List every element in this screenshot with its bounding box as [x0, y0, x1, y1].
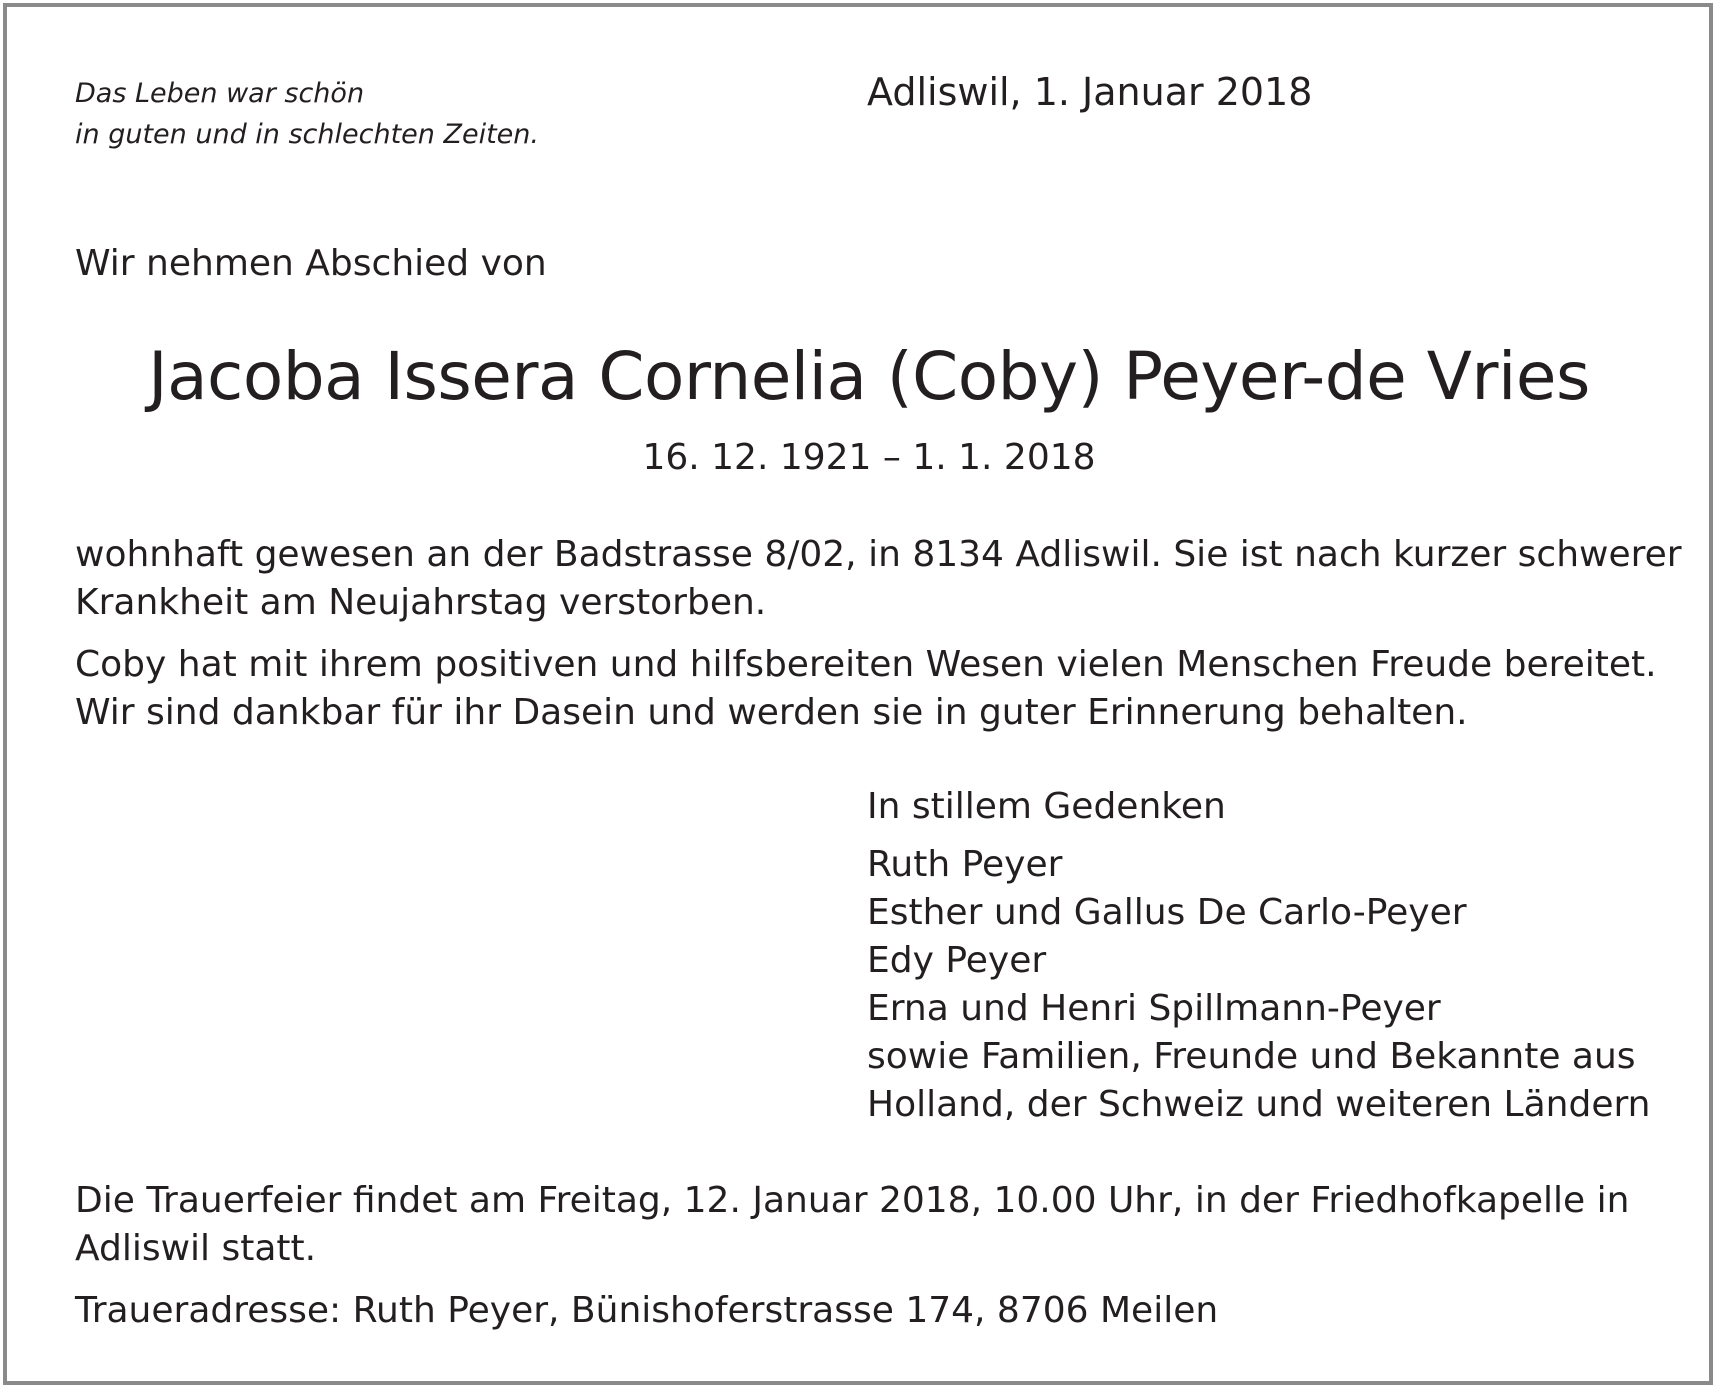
- signatory-name: Ruth Peyer: [867, 844, 1063, 885]
- signatory-name: sowie Familien, Freunde und Bekannte aus: [867, 1036, 1636, 1077]
- tribute-paragraph: [75, 641, 1675, 737]
- signatories-block: [867, 783, 1650, 1129]
- mourning-address: [75, 1287, 1675, 1335]
- tribute-line-2: Wir sind dankbar für ihr Dasein und werden sie in guter Erinnerung behalten.: [75, 692, 1468, 733]
- signatory-name: Edy Peyer: [867, 940, 1047, 981]
- mourning-address-line: Traueradresse: Ruth Peyer, Bünishoferstrasse 174, 8706 Meilen: [75, 1290, 1219, 1331]
- place-date: Adliswil, 1. Januar 2018: [867, 70, 1313, 114]
- signatory-name: Esther und Gallus De Carlo-Peyer: [867, 892, 1467, 933]
- funeral-line-2: Adliswil statt.: [75, 1228, 317, 1269]
- signatories-heading: In stillem Gedenken: [867, 786, 1226, 827]
- obituary-frame: [3, 3, 1713, 1385]
- residence-line-2: Krankheit am Neujahrstag verstorben.: [75, 582, 767, 623]
- deceased-name: Jacoba Issera Cornelia (Coby) Peyer-de Vries: [148, 338, 1590, 415]
- signatory-name: Holland, der Schweiz und weiteren Ländern: [867, 1084, 1651, 1125]
- life-dates: 16. 12. 1921 – 1. 1. 2018: [642, 437, 1096, 478]
- residence-line-1: wohnhaft gewesen an der Badstrasse 8/02, in 8134 Adliswil. Sie ist nach kurzer schwerer: [75, 534, 1682, 575]
- motto-quote: [75, 73, 539, 155]
- motto-line-1: Das Leben war schön: [75, 78, 365, 109]
- residence-paragraph: [75, 531, 1682, 627]
- tribute-line-1: Coby hat mit ihrem positiven und hilfsbereiten Wesen vielen Menschen Freude bereitet.: [75, 644, 1657, 685]
- motto-line-2: in guten und in schlechten Zeiten.: [75, 119, 539, 150]
- signatory-name: Erna und Henri Spillmann-Peyer: [867, 988, 1441, 1029]
- funeral-line-1: Die Trauerfeier findet am Freitag, 12. Januar 2018, 10.00 Uhr, in der Friedhofkapelle in: [75, 1180, 1630, 1221]
- intro-text: Wir nehmen Abschied von: [75, 243, 547, 284]
- funeral-paragraph: [75, 1177, 1675, 1273]
